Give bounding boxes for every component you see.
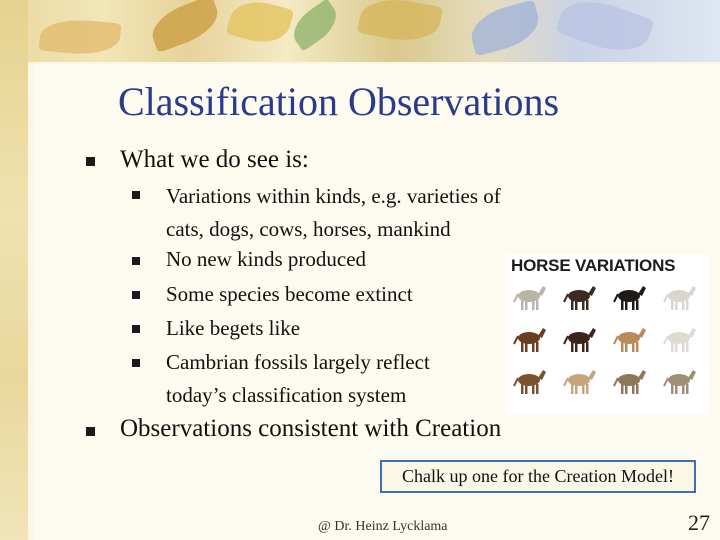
- horse-figure: [562, 282, 598, 312]
- bullet-text: What we do see is:: [120, 146, 309, 173]
- sub-bullet-text: Like begets like: [166, 316, 301, 340]
- sub-bullet-text: [166, 180, 501, 246]
- sub-bullet-marker: [132, 359, 140, 367]
- sub-bullet-line: Cambrian fossils largely reflect: [166, 350, 430, 374]
- bullet-marker: [86, 157, 95, 166]
- sub-bullet-line: today’s classification system: [166, 383, 407, 407]
- bullet-text: Observations consistent with Creation: [120, 415, 502, 442]
- horse-image-title: HORSE VARIATIONS: [511, 256, 676, 275]
- horse-figure: [662, 366, 698, 396]
- horse-figure: [562, 366, 598, 396]
- sub-bullet-marker: [132, 257, 140, 265]
- horse-figure: [612, 366, 648, 396]
- horse-figure: [662, 282, 698, 312]
- horse-figure: [562, 324, 598, 354]
- sub-bullet-text: Some species become extinct: [166, 282, 413, 306]
- horse-figure: [512, 366, 548, 396]
- slide-title: Classification Observations: [118, 79, 560, 124]
- horse-figure: [612, 282, 648, 312]
- callout-box: Chalk up one for the Creation Model!: [380, 460, 696, 493]
- horse-figure: [512, 324, 548, 354]
- bullet-marker: [86, 427, 95, 436]
- sub-bullet-marker: [132, 325, 140, 333]
- horse-figure: [612, 324, 648, 354]
- decorative-left-strip: [0, 0, 28, 540]
- footer-credit: @ Dr. Heinz Lycklama: [318, 519, 448, 534]
- sub-bullet-line: cats, dogs, cows, horses, mankind: [166, 217, 451, 241]
- page-number: 27: [688, 510, 710, 535]
- horse-figure: [512, 282, 548, 312]
- sub-bullet-marker: [132, 291, 140, 299]
- sub-bullet-text: No new kinds produced: [166, 247, 367, 271]
- sub-bullet-text: [166, 346, 430, 412]
- sub-bullet-line: Variations within kinds, e.g. varieties of: [166, 184, 501, 208]
- sub-bullet-marker: [132, 191, 140, 199]
- horse-figure: [662, 324, 698, 354]
